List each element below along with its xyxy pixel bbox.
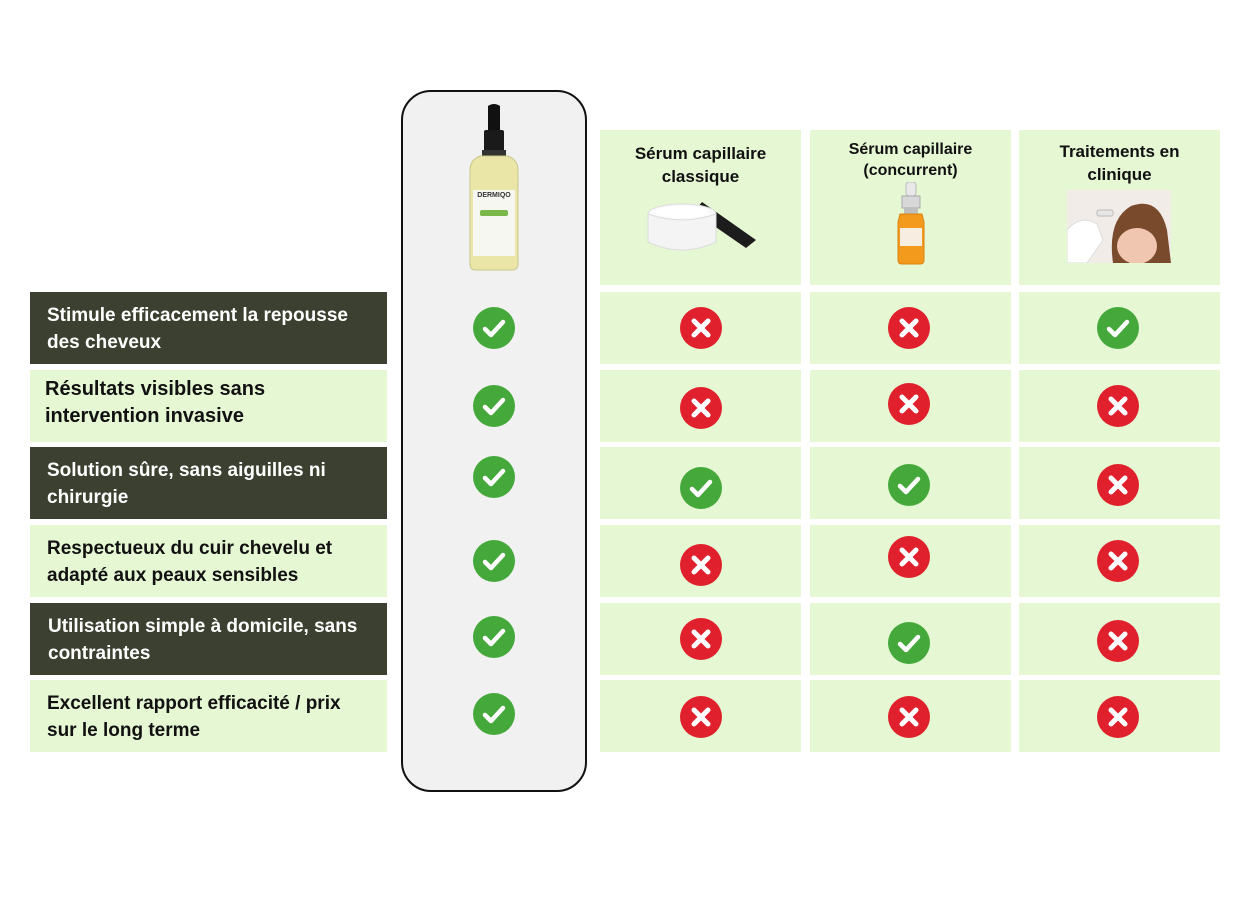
feature-row-6: Excellent rapport efficacité / prix sur le long terme [30,680,387,752]
clinic-treatment-image [1067,190,1171,263]
cross-icon [888,307,930,349]
cream-jar-image [644,196,760,260]
cross-icon [680,618,722,660]
cross-icon [888,696,930,738]
feature-row-1: Stimule efficacement la repousse des cheveux [30,292,387,364]
cross-icon [1097,620,1139,662]
cross-icon [888,383,930,425]
cross-icon [680,696,722,738]
check-icon [680,467,722,509]
feature-row-5: Utilisation simple à domicile, sans contraintes [30,603,387,675]
check-icon [473,540,515,582]
check-icon [888,622,930,664]
product-bottle-image [466,104,522,274]
cross-icon [888,536,930,578]
check-icon [473,693,515,735]
check-icon [473,456,515,498]
column-label: Sérum capillaire (concurrent) [848,141,973,179]
feature-row-2: Résultats visibles sans intervention invasive [30,370,387,442]
check-icon [888,464,930,506]
feature-row-3: Solution sûre, sans aiguilles ni chirurgie [30,447,387,519]
check-icon [473,307,515,349]
cross-icon [1097,696,1139,738]
cross-icon [1097,540,1139,582]
check-icon [473,385,515,427]
product-label-tag [480,210,508,216]
cross-icon [1097,385,1139,427]
column-label: Traitements en clinique [1059,142,1180,184]
product-label-text: DERMIQO [477,192,511,199]
column-label: Sérum capillaire classique [634,144,767,186]
feature-row-4: Respectueux du cuir chevelu et adapté aux peaux sensibles [30,525,387,597]
check-icon [1097,307,1139,349]
check-icon [473,616,515,658]
cross-icon [1097,464,1139,506]
serum-bottle-image [894,182,928,266]
cross-icon [680,307,722,349]
cross-icon [680,544,722,586]
cross-icon [680,387,722,429]
